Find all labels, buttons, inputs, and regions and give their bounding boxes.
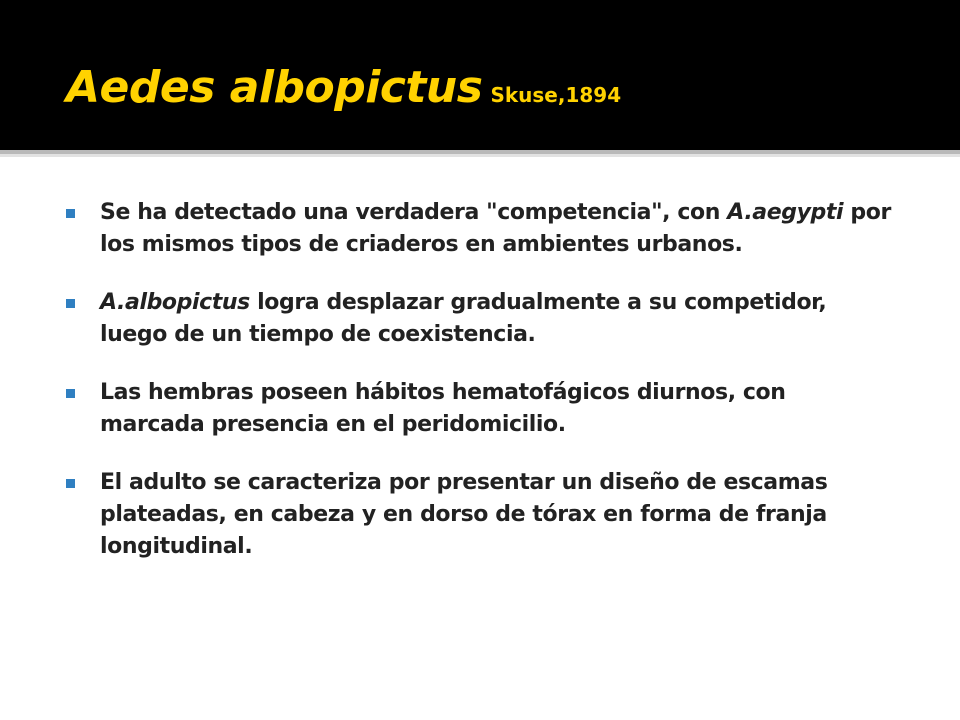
bullet-item-adult-description: [66, 467, 896, 563]
square-bullet-icon: [66, 479, 75, 488]
bullet-item-competition: [66, 197, 896, 261]
bullet-text: El adulto se caracteriza por presentar un diseño de escamas plateadas, en cabeza y en dorso de tórax en forma de franja longitudinal.: [100, 470, 828, 559]
species-name: A.albopictus: [100, 290, 250, 315]
bullet-list: [66, 197, 896, 589]
square-bullet-icon: [66, 209, 75, 218]
bullet-text: Las hembras poseen hábitos hematofágicos diurnos, con marcada presencia en el peridomicilio.: [100, 380, 786, 437]
bullet-text: Se ha detectado una verdadera "competencia", con: [100, 200, 728, 225]
bullet-item-displacement: [66, 287, 896, 351]
slide-body: [0, 157, 960, 720]
square-bullet-icon: [66, 299, 75, 308]
species-name: A.aegypti: [727, 200, 844, 225]
slide-header: [0, 0, 960, 150]
bullet-text: logra desplazar gradualmente a su competidor, luego de un tiempo de coexistencia.: [100, 290, 827, 347]
title-species-name: Aedes albopictus: [66, 62, 483, 113]
bullet-text: por los mismos tipos de criaderos en ambientes urbanos.: [100, 200, 891, 257]
slide-title: [66, 60, 621, 123]
title-author-year: Skuse,1894: [490, 83, 622, 107]
bullet-item-feeding-habits: [66, 377, 896, 441]
square-bullet-icon: [66, 389, 75, 398]
